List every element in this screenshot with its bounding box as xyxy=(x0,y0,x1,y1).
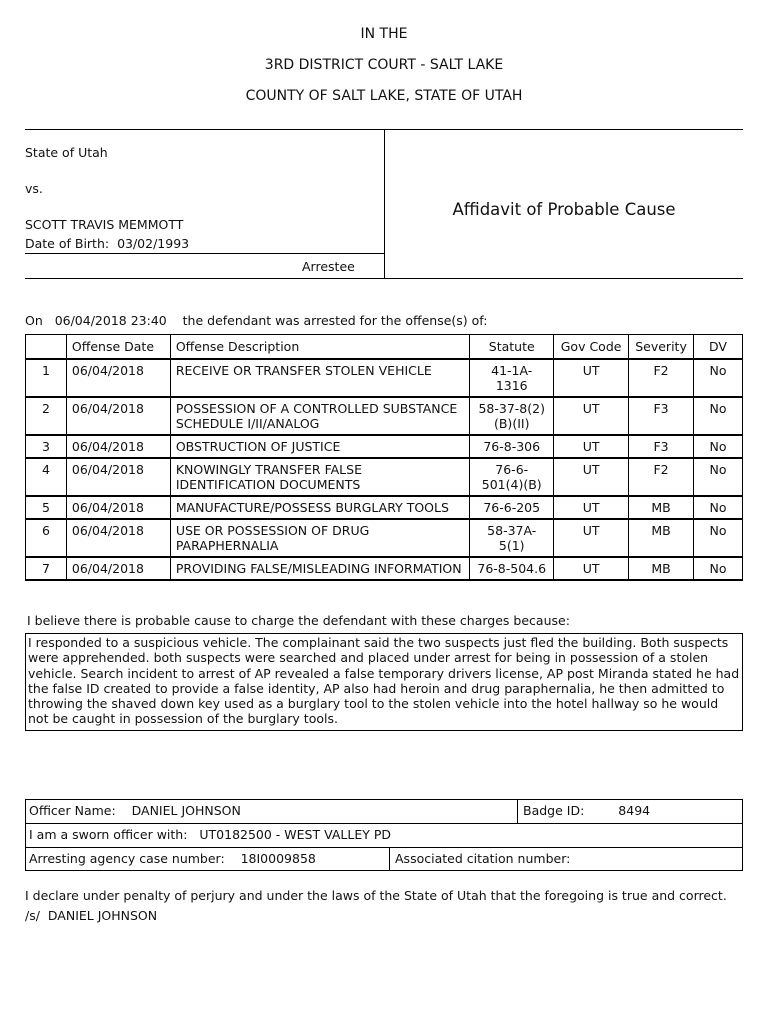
agency-cell xyxy=(26,824,394,847)
offense-num: 1 xyxy=(26,359,67,397)
signature-line xyxy=(25,908,157,923)
arrest-statement xyxy=(25,313,487,328)
offense-severity: MB xyxy=(629,496,694,519)
offense-num: 4 xyxy=(26,458,67,496)
offense-severity: F2 xyxy=(629,458,694,496)
offense-header-row xyxy=(26,335,743,360)
divider xyxy=(389,848,390,871)
offense-dv: No xyxy=(694,397,743,435)
declaration-text: I declare under penalty of perjury and under the laws of the State of Utah that the foregoing is true and correct. xyxy=(25,888,727,903)
case-number-cell xyxy=(26,848,319,871)
col-header-dv: DV xyxy=(694,335,743,360)
offense-statute: 76-8-306 xyxy=(470,435,554,458)
offense-dv: No xyxy=(694,359,743,397)
court-line-1: IN THE xyxy=(360,26,408,42)
arrestee-label: Arrestee xyxy=(302,259,355,274)
offense-severity: MB xyxy=(629,557,694,580)
plaintiff: State of Utah xyxy=(25,145,108,160)
offense-description: POSSESSION OF A CONTROLLED SUBSTANCE SCHEDULE I/II/ANALOG xyxy=(170,397,469,435)
offense-description: KNOWINGLY TRANSFER FALSE IDENTIFICATION DOCUMENTS xyxy=(170,458,469,496)
offense-statute: 76-6-501(4)(B) xyxy=(470,458,554,496)
offense-statute: 58-37A-5(1) xyxy=(470,519,554,557)
officer-name-label: Officer Name: xyxy=(29,803,116,818)
agency-name: UT0182500 - WEST VALLEY PD xyxy=(199,827,391,842)
table-row xyxy=(26,458,743,496)
case-number: 18I0009858 xyxy=(240,851,316,866)
col-header-gov-code: Gov Code xyxy=(554,335,629,360)
offense-description: MANUFACTURE/POSSESS BURGLARY TOOLS xyxy=(170,496,469,519)
offense-date: 06/04/2018 xyxy=(66,519,170,557)
col-header-offense-date: Offense Date xyxy=(66,335,170,360)
offense-gov-code: UT xyxy=(554,496,629,519)
offense-dv: No xyxy=(694,557,743,580)
offense-dv: No xyxy=(694,519,743,557)
table-row xyxy=(26,519,743,557)
offense-date: 06/04/2018 xyxy=(66,458,170,496)
arrest-suffix: the defendant was arrested for the offense(s) of: xyxy=(182,313,488,328)
col-header-statute: Statute xyxy=(470,335,554,360)
offense-statute: 58-37-8(2)(B)(II) xyxy=(470,397,554,435)
offense-gov-code: UT xyxy=(554,458,629,496)
col-header-severity: Severity xyxy=(629,335,694,360)
offense-severity: F2 xyxy=(629,359,694,397)
offense-description: RECEIVE OR TRANSFER STOLEN VEHICLE xyxy=(170,359,469,397)
probable-cause-intro: I believe there is probable cause to charge the defendant with these charges because: xyxy=(27,613,570,628)
badge-label: Badge ID: xyxy=(523,803,585,818)
offense-gov-code: UT xyxy=(554,359,629,397)
offense-date: 06/04/2018 xyxy=(66,359,170,397)
divider xyxy=(25,253,384,254)
offense-severity: F3 xyxy=(629,397,694,435)
table-row xyxy=(26,359,743,397)
col-header-offense-description: Offense Description xyxy=(170,335,469,360)
officer-name: DANIEL JOHNSON xyxy=(131,803,241,818)
arrest-prefix: On xyxy=(25,313,43,328)
parties-panel xyxy=(25,130,385,279)
versus: vs. xyxy=(25,181,43,196)
title-panel xyxy=(385,130,743,279)
officer-info-table xyxy=(25,799,743,871)
offense-date: 06/04/2018 xyxy=(66,496,170,519)
offense-dv: No xyxy=(694,458,743,496)
offense-num: 2 xyxy=(26,397,67,435)
arrest-datetime: 06/04/2018 23:40 xyxy=(54,313,167,328)
offense-statute: 41-1A-1316 xyxy=(470,359,554,397)
offense-gov-code: UT xyxy=(554,435,629,458)
dob-value: 03/02/1993 xyxy=(117,236,190,251)
court-line-3: COUNTY OF SALT LAKE, STATE OF UTAH xyxy=(245,88,523,104)
offense-severity: F3 xyxy=(629,435,694,458)
col-header-num xyxy=(26,335,67,360)
officer-name-cell xyxy=(26,800,244,823)
offense-num: 6 xyxy=(26,519,67,557)
court-line-2: 3RD DISTRICT COURT - SALT LAKE xyxy=(264,57,504,73)
offense-statute: 76-6-205 xyxy=(470,496,554,519)
offense-date: 06/04/2018 xyxy=(66,557,170,580)
officer-row xyxy=(25,799,743,823)
offense-gov-code: UT xyxy=(554,557,629,580)
agency-row xyxy=(25,823,743,847)
signature-name: DANIEL JOHNSON xyxy=(47,908,158,923)
signature-prefix: /s/ xyxy=(25,908,40,923)
probable-cause-narrative: I responded to a suspicious vehicle. The complainant said the two suspects just fled the building. Both suspects were apprehended. both suspects were searched and placed under arrest for being in possession of a stolen vehicle. Search incident to arrest of AP revealed a false temporary drivers license, AP post Miranda stated he had the false ID created to provide a false identity, AP also had heroin and drug paraphernalia, he then admitted to throwing the shaved down key used as a burglary tool to the stolen vehicle into the hotel hallway so he would not be caught in possession of the burglary tools. xyxy=(25,633,743,731)
offense-dv: No xyxy=(694,496,743,519)
offense-num: 7 xyxy=(26,557,67,580)
dob-label: Date of Birth: xyxy=(25,236,110,251)
offense-date: 06/04/2018 xyxy=(66,397,170,435)
divider xyxy=(517,800,518,823)
offense-dv: No xyxy=(694,435,743,458)
defendant-name: SCOTT TRAVIS MEMMOTT xyxy=(25,217,184,232)
badge-cell xyxy=(520,800,653,823)
citation-cell xyxy=(392,848,581,871)
offense-description: OBSTRUCTION OF JUSTICE xyxy=(170,435,469,458)
sworn-label: I am a sworn officer with: xyxy=(29,827,188,842)
case-number-label: Arresting agency case number: xyxy=(29,851,225,866)
offense-gov-code: UT xyxy=(554,519,629,557)
document-title: Affidavit of Probable Cause xyxy=(452,200,676,219)
offense-table xyxy=(25,334,743,581)
offense-gov-code: UT xyxy=(554,397,629,435)
table-row xyxy=(26,435,743,458)
case-number-row xyxy=(25,847,743,871)
citation-label: Associated citation number: xyxy=(395,851,571,866)
offense-description: PROVIDING FALSE/MISLEADING INFORMATION xyxy=(170,557,469,580)
badge-id: 8494 xyxy=(618,803,651,818)
offense-date: 06/04/2018 xyxy=(66,435,170,458)
table-row xyxy=(26,557,743,580)
offense-description: USE OR POSSESSION OF DRUG PARAPHERNALIA xyxy=(170,519,469,557)
table-row xyxy=(26,496,743,519)
offense-num: 3 xyxy=(26,435,67,458)
offense-statute: 76-8-504.6 xyxy=(470,557,554,580)
table-row xyxy=(26,397,743,435)
offense-severity: MB xyxy=(629,519,694,557)
offense-num: 5 xyxy=(26,496,67,519)
date-of-birth xyxy=(25,236,189,251)
case-caption xyxy=(25,129,743,279)
